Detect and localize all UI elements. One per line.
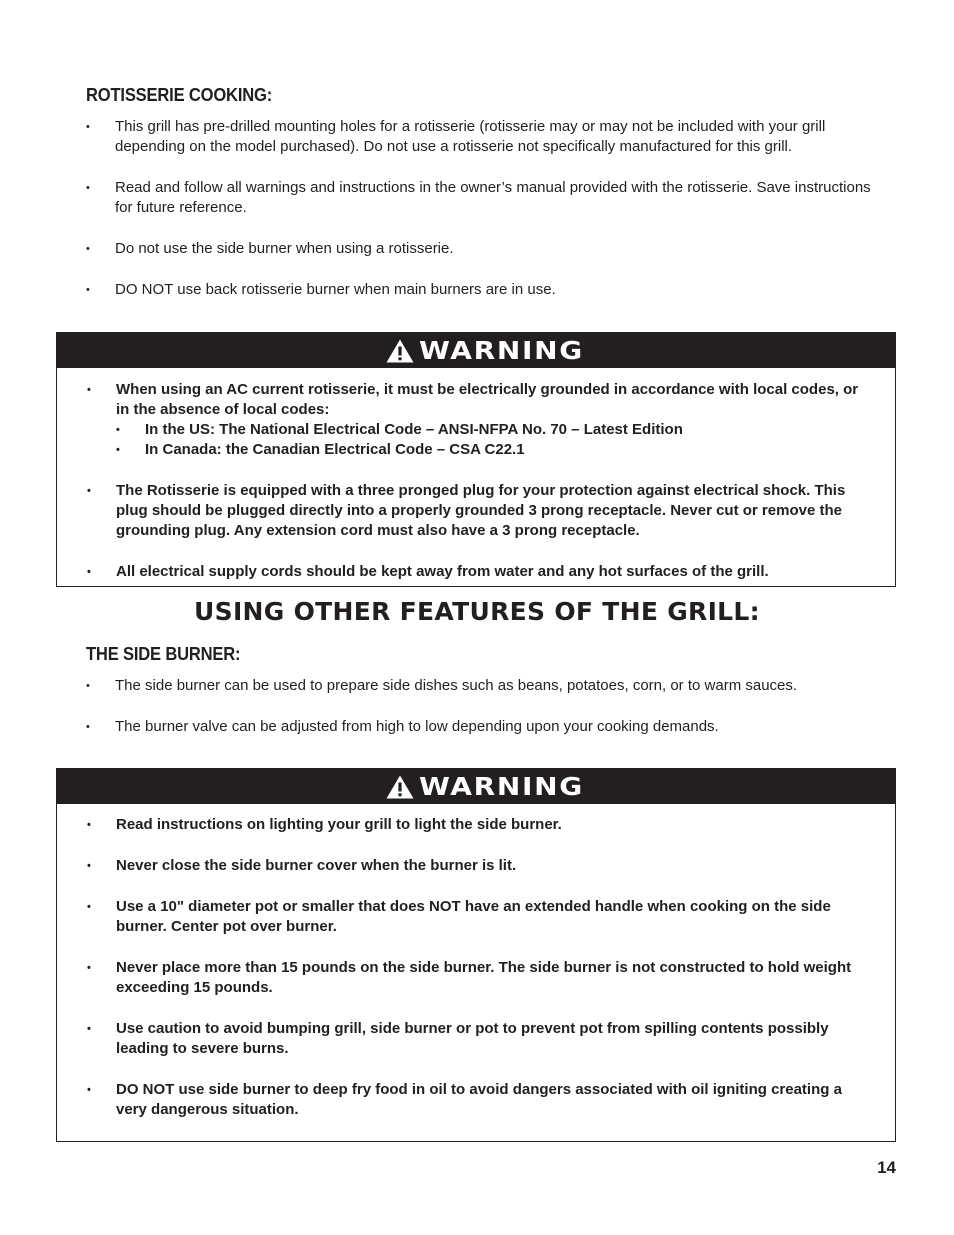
warning-header (57, 769, 895, 804)
list-item: • DO NOT use back rotisserie burner when main burners are in use. (86, 280, 876, 300)
list-item: • Do not use the side burner when using a rotisserie. (86, 239, 876, 259)
list-item: • Never close the side burner cover when the burner is lit. (87, 856, 867, 876)
list-item: • Use a 10" diameter pot or smaller that does NOT have an extended handle when cooking on the side burner. Center pot over burner. (87, 897, 867, 937)
sub-list-item: • In the US: The National Electrical Code – ANSI-NFPA No. 70 – Latest Edition (116, 420, 867, 440)
list-item: • Use caution to avoid bumping grill, side burner or pot to prevent pot from spilling contents possibly leading to severe burns. (87, 1019, 867, 1059)
warning-list (87, 380, 867, 582)
list-item: • Read and follow all warnings and instructions in the owner’s manual provided with the rotisserie. Save instructions for future reference. (86, 178, 876, 218)
list-item: • This grill has pre-drilled mounting holes for a rotisserie (rotisserie may or may not be included with your grill depending on the model purchased). Do not use a rotisserie not specifically manufactured for this grill. (86, 117, 876, 157)
features-title: USING OTHER FEATURES OF THE GRILL: (194, 597, 760, 626)
side-burner-list (86, 676, 876, 737)
sub-list-item: • In Canada: the Canadian Electrical Code – CSA C22.1 (116, 440, 867, 460)
warning-list (87, 815, 867, 1120)
sub-list (116, 420, 867, 460)
rotisserie-list (86, 117, 876, 300)
list-item: • All electrical supply cords should be kept away from water and any hot surfaces of the grill. (87, 562, 867, 582)
list-item: • Read instructions on lighting your grill to light the side burner. (87, 815, 867, 835)
warning-box-rotisserie (56, 332, 896, 587)
page-number: 14 (877, 1158, 896, 1177)
side-burner-heading: THE SIDE BURNER: (86, 644, 241, 664)
warning-box-side-burner (56, 768, 896, 1142)
list-item: • The Rotisserie is equipped with a three pronged plug for your protection against electrical shock. This plug should be plugged directly into a properly grounded 3 prong receptacle. Never cut or remove the grounding plug. Any extension cord must also have a 3 prong receptacle. (87, 481, 867, 541)
warning-header (57, 333, 895, 368)
list-item (87, 380, 867, 460)
list-item: • The burner valve can be adjusted from high to low depending upon your cooking demands. (86, 717, 876, 737)
warning-triangle-icon (385, 338, 415, 364)
warning-label: WARNING (419, 336, 585, 365)
rotisserie-heading: ROTISSERIE COOKING: (86, 85, 273, 105)
list-item: • The side burner can be used to prepare side dishes such as beans, potatoes, corn, or to warm sauces. (86, 676, 876, 696)
warning-triangle-icon (385, 774, 415, 800)
warning-label: WARNING (419, 772, 585, 801)
list-item-text: When using an AC current rotisserie, it must be electrically grounded in accordance with local codes, or in the absence of local codes: (116, 381, 859, 418)
list-item: • Never place more than 15 pounds on the side burner. The side burner is not constructed to hold weight exceeding 15 pounds. (87, 958, 867, 998)
list-item: • DO NOT use side burner to deep fry food in oil to avoid dangers associated with oil igniting creating a very dangerous situation. (87, 1080, 867, 1120)
